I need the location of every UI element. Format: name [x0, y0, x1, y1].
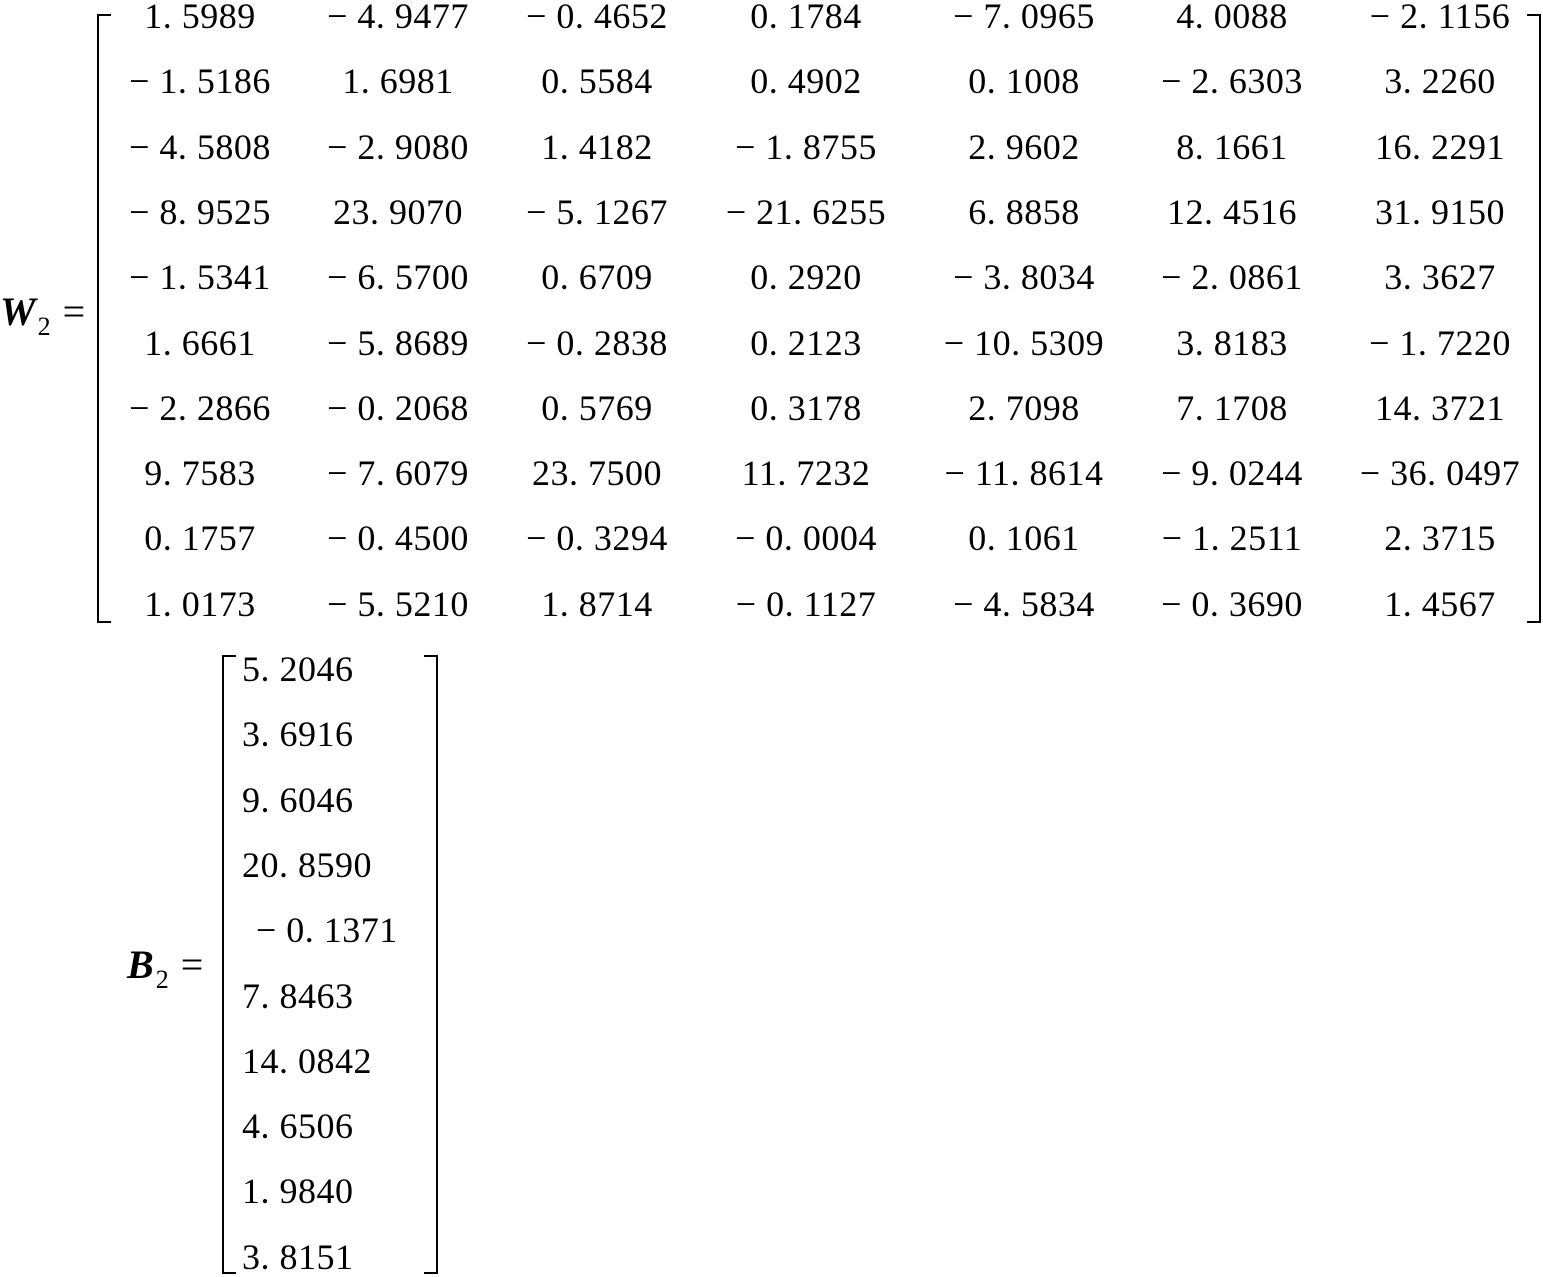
w2-cell-r10-c2: − 5. 5210 [327, 584, 469, 624]
w2-cell-r3-c6: 8. 1661 [1176, 127, 1288, 167]
w2-cell-r5-c7: 3. 3627 [1384, 257, 1496, 297]
b2-label [127, 942, 204, 994]
w2-cell-r5-c3: 0. 6709 [541, 257, 653, 297]
w2-cell-r5-c1: − 1. 5341 [129, 257, 271, 297]
w2-cell-r4-c3: − 5. 1267 [526, 192, 668, 232]
w2-cell-r5-c2: − 6. 5700 [327, 257, 469, 297]
b2-cell-r3: 9. 6046 [242, 780, 354, 820]
w2-cell-r2-c5: 0. 1008 [968, 61, 1080, 101]
w2-cell-r8-c2: − 7. 6079 [327, 453, 469, 493]
b2-cell-r1: 5. 2046 [242, 649, 354, 689]
w2-cell-r8-c1: 9. 7583 [144, 453, 256, 493]
w2-cell-r10-c1: 1. 0173 [144, 584, 256, 624]
w2-subscript: 2 [37, 312, 51, 341]
w2-cell-r9-c7: 2. 3715 [1384, 518, 1496, 558]
w2-cell-r2-c4: 0. 4902 [750, 61, 862, 101]
b2-subscript: 2 [155, 965, 169, 994]
w2-cell-r5-c4: 0. 2920 [750, 257, 862, 297]
w2-cell-r3-c7: 16. 2291 [1375, 127, 1505, 167]
w2-cell-r3-c4: − 1. 8755 [735, 127, 877, 167]
w2-cell-r10-c3: 1. 8714 [541, 584, 653, 624]
w2-cell-r8-c5: − 11. 8614 [944, 453, 1104, 493]
w2-cell-r3-c2: − 2. 9080 [327, 127, 469, 167]
b2-cell-r6: 7. 8463 [242, 976, 354, 1016]
w2-equals: = [62, 289, 86, 334]
w2-cell-r1-c5: − 7. 0965 [953, 0, 1095, 36]
b2-cell-r4: 20. 8590 [242, 845, 372, 885]
w2-cell-r7-c6: 7. 1708 [1176, 388, 1288, 428]
w2-cell-r6-c7: − 1. 7220 [1369, 323, 1511, 363]
w2-cell-r6-c1: 1. 6661 [144, 323, 256, 363]
w2-cell-r7-c5: 2. 7098 [968, 388, 1080, 428]
w2-cell-r4-c4: − 21. 6255 [725, 192, 887, 232]
w2-cell-r7-c4: 0. 3178 [750, 388, 862, 428]
w2-cell-r1-c3: − 0. 4652 [526, 0, 668, 36]
w2-cell-r7-c7: 14. 3721 [1375, 388, 1505, 428]
w2-cell-r8-c4: 11. 7232 [741, 453, 871, 493]
w2-cell-r5-c6: − 2. 0861 [1161, 257, 1303, 297]
w2-cell-r9-c2: − 0. 4500 [327, 518, 469, 558]
w2-cell-r7-c1: − 2. 2866 [129, 388, 271, 428]
w2-cell-r10-c4: − 0. 1127 [735, 584, 877, 624]
w2-cell-r4-c6: 12. 4516 [1167, 192, 1297, 232]
w2-cell-r6-c4: 0. 2123 [750, 323, 862, 363]
w2-cell-r6-c6: 3. 8183 [1176, 323, 1288, 363]
w2-cell-r2-c6: − 2. 6303 [1161, 61, 1303, 101]
b2-symbol: B [127, 942, 154, 987]
w2-symbol: W [0, 289, 36, 334]
w2-cell-r6-c5: − 10. 5309 [943, 323, 1105, 363]
b2-cell-r7: 14. 0842 [242, 1041, 372, 1081]
w2-cell-r9-c1: 0. 1757 [144, 518, 256, 558]
w2-cell-r1-c1: 1. 5989 [144, 0, 256, 36]
w2-cell-r10-c7: 1. 4567 [1384, 584, 1496, 624]
w2-cell-r10-c6: − 0. 3690 [1161, 584, 1303, 624]
w2-cell-r3-c5: 2. 9602 [968, 127, 1080, 167]
b2-right-bracket [424, 655, 438, 1274]
w2-cell-r1-c2: − 4. 9477 [327, 0, 469, 36]
w2-cell-r4-c5: 6. 8858 [968, 192, 1080, 232]
w2-cell-r1-c4: 0. 1784 [750, 0, 862, 36]
w2-cell-r2-c2: 1. 6981 [342, 61, 454, 101]
b2-cell-r10: 3. 8151 [242, 1237, 354, 1277]
w2-cell-r9-c5: 0. 1061 [968, 518, 1080, 558]
w2-cell-r3-c1: − 4. 5808 [129, 127, 271, 167]
w2-cell-r2-c7: 3. 2260 [1384, 61, 1496, 101]
b2-cell-r5: − 0. 1371 [256, 910, 398, 950]
b2-cell-r2: 3. 6916 [242, 714, 354, 754]
w2-cell-r2-c1: − 1. 5186 [129, 61, 271, 101]
w2-cell-r4-c7: 31. 9150 [1375, 192, 1505, 232]
w2-cell-r8-c6: − 9. 0244 [1161, 453, 1303, 493]
w2-cell-r7-c2: − 0. 2068 [327, 388, 469, 428]
w2-cell-r3-c3: 1. 4182 [541, 127, 653, 167]
w2-cell-r9-c4: − 0. 0004 [735, 518, 877, 558]
w2-cell-r10-c5: − 4. 5834 [953, 584, 1095, 624]
w2-label [0, 289, 86, 341]
w2-cell-r1-c7: − 2. 1156 [1369, 0, 1511, 36]
w2-cell-r6-c3: − 0. 2838 [526, 323, 668, 363]
b2-cell-r9: 1. 9840 [242, 1171, 354, 1211]
b2-equals: = [180, 942, 204, 987]
w2-cell-r4-c2: 23. 9070 [333, 192, 463, 232]
b2-cell-r8: 4. 6506 [242, 1106, 354, 1146]
w2-cell-r8-c3: 23. 7500 [532, 453, 662, 493]
w2-cell-r2-c3: 0. 5584 [541, 61, 653, 101]
w2-cell-r7-c3: 0. 5769 [541, 388, 653, 428]
w2-cell-r9-c6: − 1. 2511 [1161, 518, 1303, 558]
w2-cell-r9-c3: − 0. 3294 [526, 518, 668, 558]
w2-cell-r8-c7: − 36. 0497 [1359, 453, 1521, 493]
b2-left-bracket [222, 655, 236, 1274]
w2-right-bracket [1527, 14, 1541, 623]
w2-cell-r1-c6: 4. 0088 [1176, 0, 1288, 36]
w2-cell-r6-c2: − 5. 8689 [327, 323, 469, 363]
w2-left-bracket [97, 14, 111, 623]
w2-cell-r4-c1: − 8. 9525 [129, 192, 271, 232]
w2-cell-r5-c5: − 3. 8034 [953, 257, 1095, 297]
